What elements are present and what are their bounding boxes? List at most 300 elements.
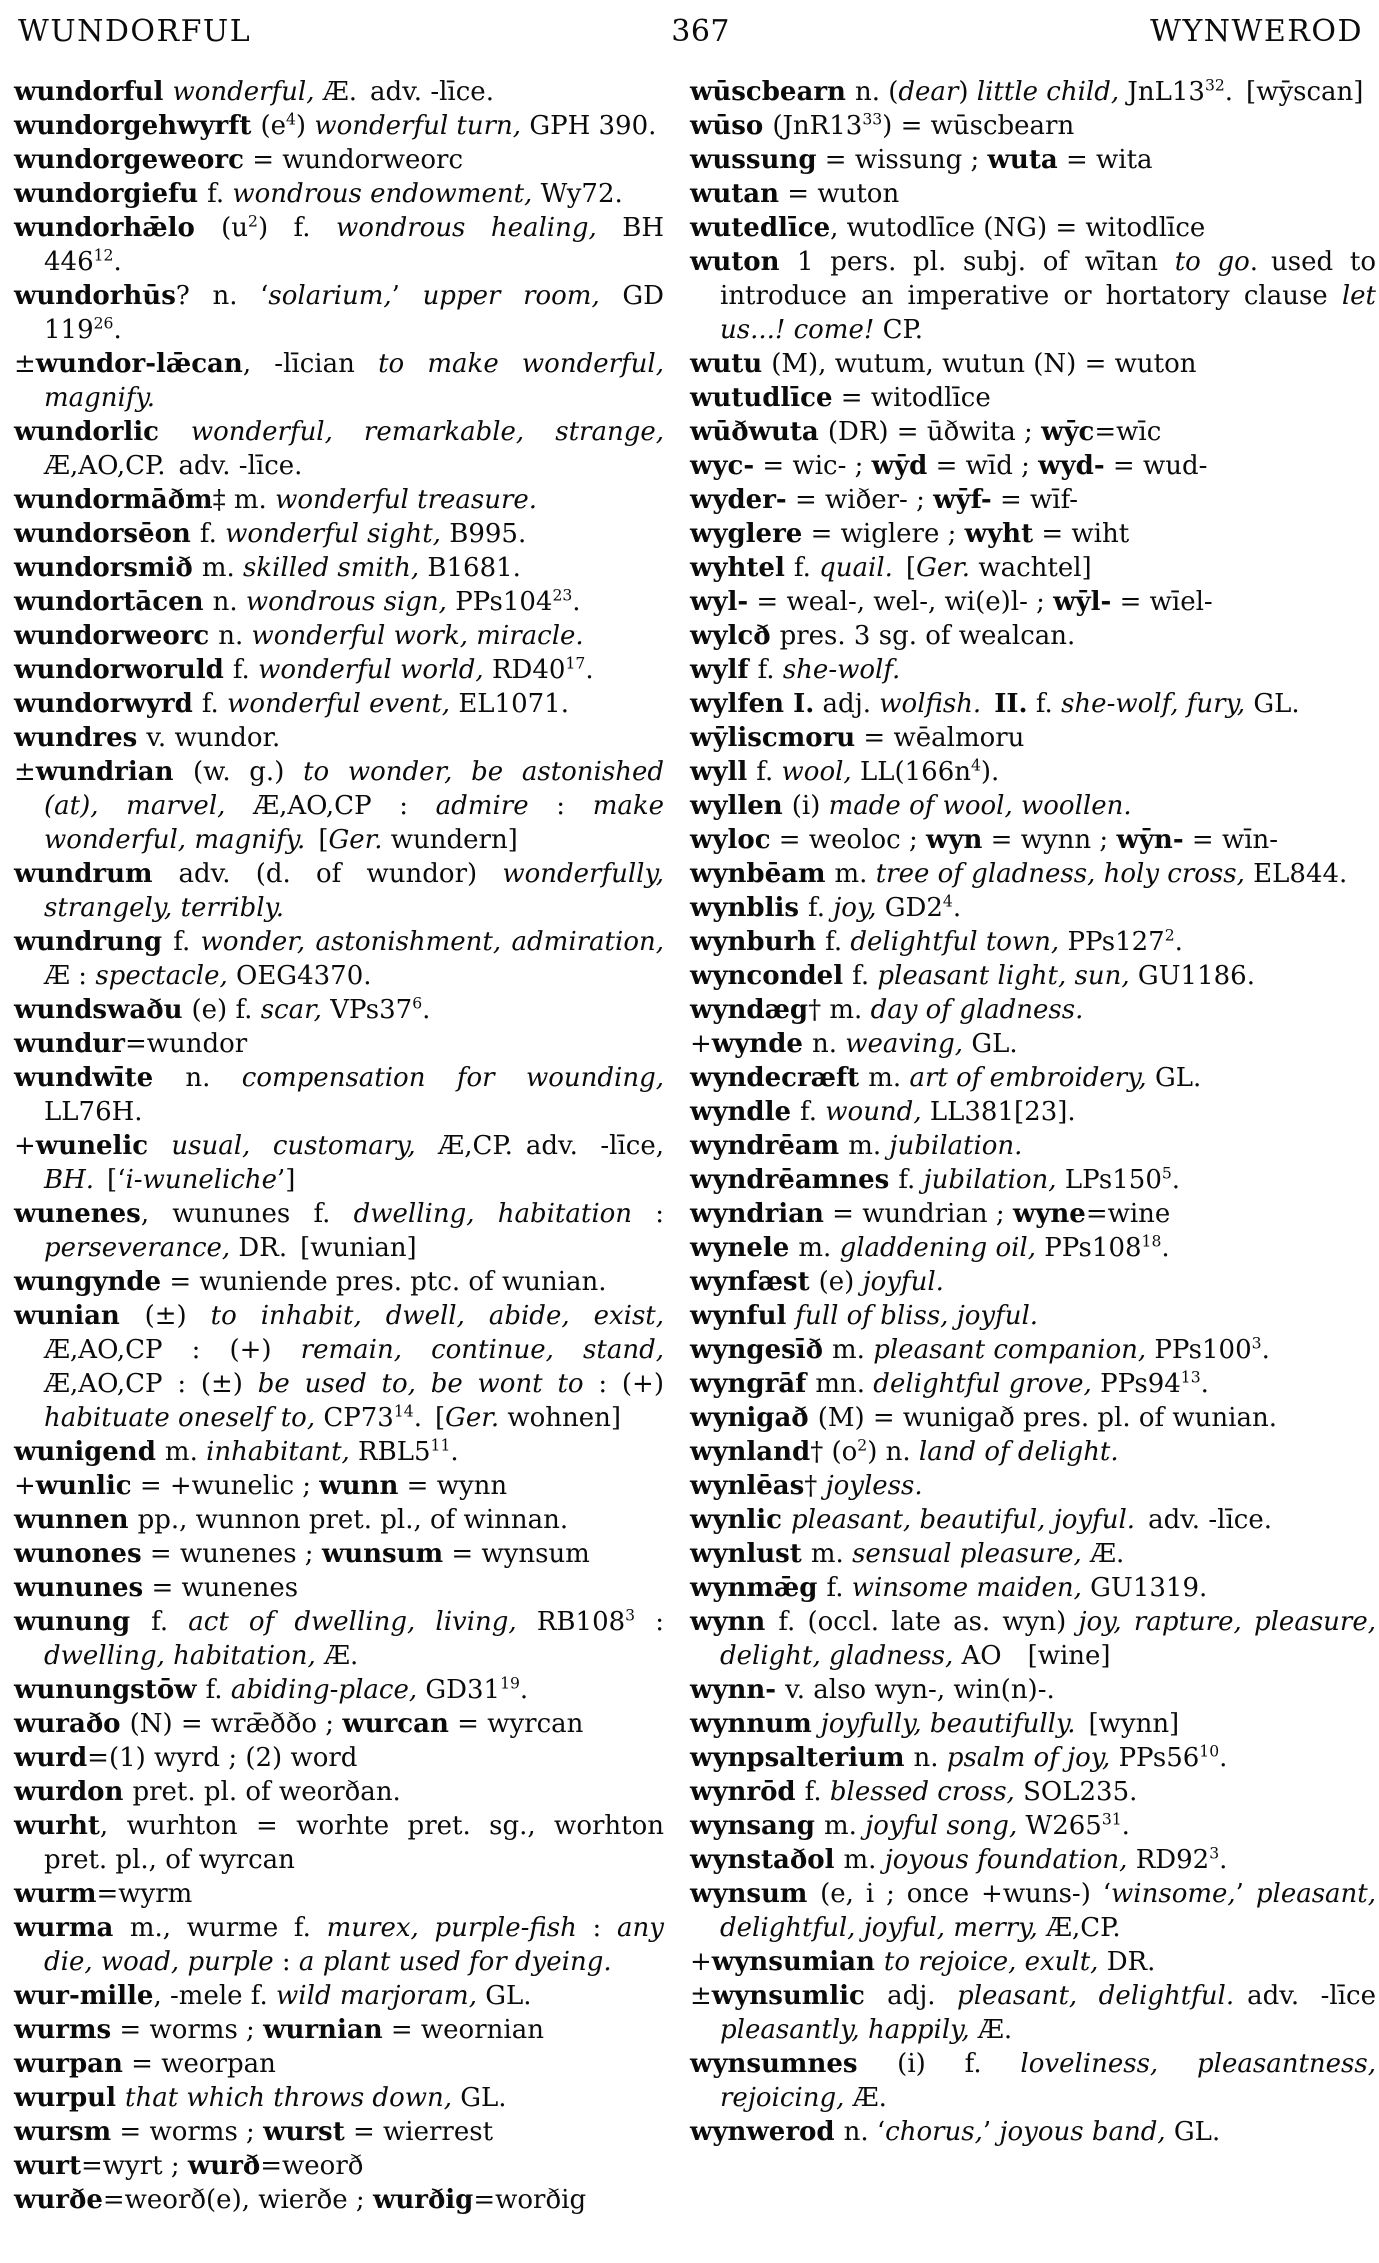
gloss: murex, purple-fish (326, 1913, 577, 1943)
dictionary-entry (14, 2149, 664, 2183)
dictionary-entry (690, 891, 1376, 925)
gloss: loveliness, pleasantness, rejoicing, (720, 2049, 1376, 2113)
headword: wundrung (14, 927, 174, 957)
entry-text: PPs94 (1100, 1369, 1181, 1399)
dictionary-entry (14, 1537, 664, 1571)
headword: wundorlic (14, 417, 191, 447)
entry-text: RBL5 (358, 1437, 431, 1467)
dictionary-entry (14, 415, 664, 483)
entry-text: (w. g.) (193, 757, 304, 787)
entry-text: . (1261, 1335, 1270, 1365)
entry-text: pres. 3 sg. of wealcan. (779, 621, 1076, 651)
entry-text: = wunenes ; (141, 1539, 322, 1569)
dictionary-entry (690, 347, 1376, 381)
headword: wynele (690, 1233, 799, 1263)
gloss: Ger. (445, 1403, 500, 1433)
dictionary-entry (690, 653, 1376, 687)
gloss: wonderful, (172, 77, 323, 107)
dictionary-entry (690, 2115, 1376, 2149)
dictionary-entry (690, 1809, 1376, 1843)
dictionary-entry (690, 1027, 1376, 1061)
dictionary-entry (14, 517, 664, 551)
headword: wungynde (14, 1267, 162, 1297)
gloss: that which throws down, (125, 2083, 461, 2113)
dictionary-entry (690, 1979, 1376, 2047)
headword: wundorful (14, 77, 173, 107)
entry-text: CP73 (315, 1403, 394, 1433)
entry-text: ) (295, 111, 315, 141)
entry-text: GL. (485, 1981, 532, 2011)
gloss: wonderful, remarkable, strange, (190, 417, 664, 447)
entry-text: . (1200, 1369, 1209, 1399)
entry-text: . (113, 247, 122, 277)
entry-text: GU1186. (1137, 961, 1255, 991)
entry-text: . (572, 587, 581, 617)
entry-text: . (1161, 1233, 1170, 1263)
entry-text: = worms ; (111, 2117, 264, 2147)
entry-text: f. (757, 655, 783, 685)
entry-text: =wundor (124, 1029, 248, 1059)
superscript-ref: 33 (862, 110, 883, 129)
headword: wūso (690, 111, 773, 141)
gloss: compensation for wounding, (241, 1063, 664, 1093)
gloss: solarium, (268, 281, 392, 311)
entry-text: f. (1027, 689, 1062, 719)
headword: wynburh (690, 927, 826, 957)
superscript-ref: 5 (1161, 1164, 1172, 1183)
gloss: pleasant companion, (873, 1335, 1155, 1365)
entry-text: LL(166n (859, 757, 971, 787)
entry-text: f. (151, 1607, 189, 1637)
superscript-ref: 3 (1209, 1844, 1220, 1863)
headword: wyllen (690, 791, 792, 821)
gloss: joyous foundation, (884, 1845, 1136, 1875)
headword: wūscbearn (690, 77, 855, 107)
page-number: 367 (671, 14, 731, 49)
headword: wunelic (35, 1131, 172, 1161)
dictionary-entry (690, 75, 1376, 109)
headword: wyhtel (690, 553, 794, 583)
headword: wynbēam (690, 859, 835, 889)
superscript-ref: 10 (1199, 1742, 1220, 1761)
entry-text: = wynn ; (982, 825, 1117, 855)
gloss: dear (898, 77, 959, 107)
superscript-ref: 4 (970, 756, 981, 775)
headword: wylcð (690, 621, 780, 651)
dictionary-entry (690, 1163, 1376, 1197)
dictionary-entry (14, 653, 664, 687)
dictionary-entry (14, 1911, 664, 1979)
dictionary-entry (690, 1741, 1376, 1775)
entry-text: GL. (971, 1029, 1018, 1059)
entry-text: ). (980, 757, 1000, 787)
headword: wutu (690, 349, 772, 379)
dictionary-entry (14, 721, 664, 755)
gloss: be used to, be wont to (257, 1369, 584, 1399)
entry-text: GPH 390. (529, 111, 657, 141)
entry-text: = wic- ; (754, 451, 872, 481)
entry-text: = wuniende pres. ptc. of wunian. (161, 1267, 607, 1297)
gloss: pleasant light, sun, (877, 961, 1138, 991)
dictionary-entry (690, 1231, 1376, 1265)
entry-text: AO [wine] (961, 1641, 1111, 1671)
headword: wundorsmið (14, 553, 202, 583)
entry-text: GD2 (884, 893, 943, 923)
headword: wundrum (14, 859, 179, 889)
gloss: BH. (44, 1165, 95, 1195)
entry-text: f. (201, 689, 228, 719)
headword: wyder- (690, 485, 787, 515)
dictionary-entry (690, 721, 1376, 755)
entry-text: † (o (810, 1437, 858, 1467)
entry-text: Æ,CP. adv. -līce, (438, 1131, 664, 1161)
dictionary-entry (690, 1945, 1376, 1979)
entry-text: = wīel- (1111, 587, 1213, 617)
gloss: wonderful work, miracle. (251, 621, 584, 651)
headword: wunones (14, 1539, 142, 1569)
header-right-catchword: WYNWEROD (1150, 14, 1363, 49)
entry-text: pp., wunnon pret. pl., of winnan. (137, 1505, 569, 1535)
headword: wynnum (690, 1709, 821, 1739)
entry-text: [wynn] (1075, 1709, 1180, 1739)
gloss: spectacle, (95, 961, 237, 991)
headword: wyne (1012, 1199, 1086, 1229)
headword: wynsumnes (690, 2049, 898, 2079)
headword: wynde (711, 1029, 812, 1059)
dictionary-entry (14, 1435, 664, 1469)
dictionary-entry (690, 755, 1376, 789)
superscript-ref: 18 (1141, 1232, 1162, 1251)
gloss: wonderful treasure. (275, 485, 538, 515)
headword: wunlic (35, 1471, 132, 1501)
entry-text: [ (305, 825, 329, 855)
dictionary-entry (14, 2183, 664, 2217)
gloss: made of wool, woollen. (828, 791, 1132, 821)
dictionary-entry (14, 1197, 664, 1265)
superscript-ref: 23 (552, 586, 573, 605)
entry-text: . used to introduce an imperative or hortatory clause (720, 247, 1376, 311)
headword: wyndæg (690, 995, 809, 1025)
entry-text: m. (810, 1539, 853, 1569)
gloss: wool, (781, 757, 860, 787)
gloss: wound, (825, 1097, 930, 1127)
entry-text: RB108 (536, 1607, 626, 1637)
dictionary-entry (690, 1673, 1376, 1707)
entry-text: = wynn (398, 1471, 508, 1501)
entry-text: , -līcian (242, 349, 379, 379)
entry-text: . (1219, 1845, 1228, 1875)
headword: wutedlīce (690, 213, 831, 243)
entry-text: m. (834, 859, 876, 889)
headword: II. (994, 689, 1028, 719)
entry-text: (M), wutum, wutun (N) = wuton (771, 349, 1197, 379)
entry-text: = wīd ; (927, 451, 1039, 481)
dictionary-entry (690, 1877, 1376, 1945)
entry-text: v. wundor. (146, 723, 281, 753)
dictionary-entry (690, 993, 1376, 1027)
superscript-ref: 19 (500, 1674, 520, 1693)
headword: wyc- (690, 451, 755, 481)
headword: wyncondel (690, 961, 853, 991)
gloss: wonderfully, strangely, terribly. (44, 859, 664, 923)
gloss: day of gladness. (870, 995, 1084, 1025)
entry-text: GL. (1154, 1063, 1202, 1093)
gloss: winsome maiden, (851, 1573, 1091, 1603)
entry-text: . (113, 315, 122, 345)
headword: wynn- (690, 1675, 786, 1705)
dictionary-entry (14, 1027, 664, 1061)
entry-text: RD92 (1135, 1845, 1210, 1875)
headword: wununes (14, 1573, 144, 1603)
headword: wūðwuta (690, 417, 828, 447)
headword: wȳl- (1053, 587, 1112, 617)
entry-text: LPs150 (1064, 1165, 1162, 1195)
entry-text: Æ. (324, 1641, 359, 1671)
dictionary-entry (14, 1265, 664, 1299)
gloss: jubilation, (923, 1165, 1065, 1195)
dictionary-entry (14, 1809, 664, 1877)
headword: wyndrian (690, 1199, 824, 1229)
entry-text: =weorð (260, 2151, 364, 2181)
superscript-ref: 26 (93, 314, 114, 333)
dictionary-entry (14, 2013, 664, 2047)
headword: wyht (964, 519, 1034, 549)
entry-text: Wy72. (540, 179, 623, 209)
headword: wynlust (690, 1539, 811, 1569)
entry-text: PPs127 (1067, 927, 1165, 957)
dictionary-entry (690, 789, 1376, 823)
entry-text: = wiht (1033, 519, 1130, 549)
entry-text: f. (232, 655, 259, 685)
entry-text: . (450, 1437, 459, 1467)
gloss: joyful. (862, 1267, 944, 1297)
dictionary-entry (14, 1129, 664, 1197)
entry-text: DR. [wunian] (238, 1233, 417, 1263)
dictionary-entry (690, 1401, 1376, 1435)
entry-text: = worms ; (111, 2015, 264, 2045)
headword: wynrōd (690, 1777, 805, 1807)
dictionary-entry (14, 347, 664, 415)
headword: wyngrāf (690, 1369, 816, 1399)
dictionary-entry (14, 1775, 664, 1809)
superscript-ref: 3 (625, 1606, 636, 1625)
gloss: weaving, (845, 1029, 972, 1059)
entry-text: GU1319. (1090, 1573, 1208, 1603)
gloss: scar, (260, 995, 331, 1025)
entry-text: VPs37 (330, 995, 413, 1025)
entry-text: PPs108 (1044, 1233, 1142, 1263)
entry-text: (JnR13 (772, 111, 863, 141)
entry-text: mn. (815, 1369, 874, 1399)
dictionary-entry (14, 551, 664, 585)
superscript-ref: 14 (393, 1402, 414, 1421)
right-column (690, 75, 1376, 2217)
entry-text: ) = wūscbearn (882, 111, 1075, 141)
gloss: chorus, (885, 2117, 983, 2147)
headword: wundur (14, 1029, 125, 1059)
entry-text: Æ,AO,CP. adv. -līce. (44, 451, 303, 481)
dictionary-entry (690, 1571, 1376, 1605)
headword: wundorhūs (14, 281, 176, 311)
left-column (14, 75, 664, 2217)
headword: wundor-lǣcan (35, 349, 243, 379)
entry-text: f. (826, 1573, 852, 1603)
entry-text: [‘ (94, 1165, 126, 1195)
headword: wylfen (690, 689, 794, 719)
dictionary-entry (690, 1367, 1376, 1401)
superscript-ref: 4 (286, 110, 296, 129)
dictionary-entry (690, 517, 1376, 551)
entry-text: Æ : (44, 961, 96, 991)
header-left-catchword: WUNDORFUL (18, 14, 252, 49)
dictionary-entry (690, 143, 1376, 177)
gloss: remain, continue, stand, (300, 1335, 664, 1365)
entry-text: =(1) wyrd ; (2) word (87, 1743, 358, 1773)
headword: wundorgehwyrft (14, 111, 261, 141)
gloss: she-wolf. (782, 655, 901, 685)
entry-text: = wyrcan (448, 1709, 584, 1739)
entry-text: f. (793, 553, 820, 583)
entry-text: GD31 (425, 1675, 501, 1705)
headword: wuta (987, 145, 1058, 175)
entry-text: adj. (887, 1981, 958, 2011)
entry-text: . (1219, 1743, 1228, 1773)
headword: wurht (14, 1811, 100, 1841)
headword: wursm (14, 2117, 112, 2147)
entry-text: ’ (1235, 1879, 1256, 1909)
entry-text: Æ. (852, 2083, 887, 2113)
dictionary-entry (690, 1299, 1376, 1333)
gloss: wonderful event, (227, 689, 459, 719)
entry-text: , wutodlīce (NG) = witodlīce (830, 213, 1206, 243)
dictionary-entry (690, 1503, 1376, 1537)
headword: wyll (690, 757, 757, 787)
dictionary-entry (14, 857, 664, 925)
gloss: full of bliss, joyful. (795, 1301, 1039, 1331)
dictionary-entry (690, 1435, 1376, 1469)
headword: wundorworuld (14, 655, 233, 685)
dictionary-entry (14, 1469, 664, 1503)
entry-text: : (273, 1947, 299, 1977)
headword: wunung (14, 1607, 152, 1637)
entry-text: (e) f. (191, 995, 261, 1025)
gloss: dwelling, habitation, (44, 1641, 324, 1671)
entry-text: n. (212, 587, 246, 617)
dictionary-entry (690, 1469, 1376, 1503)
entry-text: SOL235. (1023, 1777, 1138, 1807)
entry-text: ? n. ‘ (175, 281, 269, 311)
entry-text: + (690, 1947, 712, 1977)
gloss: make wonderful, magnify. (44, 791, 664, 855)
dictionary-entry (690, 1197, 1376, 1231)
entry-text: CP. (874, 315, 923, 345)
dictionary-entry (14, 279, 664, 347)
entry-text (981, 689, 994, 719)
entry-text: wachtel] (970, 553, 1092, 583)
entry-text: = wierrest (344, 2117, 494, 2147)
entry-text: m. (843, 1845, 885, 1875)
entry-text: + (14, 1131, 36, 1161)
superscript-ref: 31 (1101, 1810, 1122, 1829)
entry-text: m. (164, 1437, 207, 1467)
entry-text: † m. (808, 995, 871, 1025)
entry-text: n. (811, 1029, 846, 1059)
dictionary-entry (690, 483, 1376, 517)
superscript-ref: 3 (1251, 1334, 1262, 1353)
entry-text: : (+) (583, 1369, 664, 1399)
dictionary-entry (14, 211, 664, 279)
dictionary-entry (14, 755, 664, 857)
entry-text: = wita (1057, 145, 1153, 175)
superscript-ref: 6 (412, 994, 423, 1013)
dictionary-entry (14, 109, 664, 143)
entry-text: . (1121, 1811, 1130, 1841)
gloss: wolfish. (879, 689, 982, 719)
entry-text: (DR) = ūðwita ; (827, 417, 1042, 447)
gloss: pleasant, delightful, joyful, merry, (720, 1879, 1377, 1943)
superscript-ref: 12 (93, 246, 114, 265)
gloss: to wonder, be astonished (at), marvel, (44, 757, 664, 821)
entry-text: =wyrm (96, 1879, 193, 1909)
superscript-ref: 2 (1164, 926, 1175, 945)
gloss: joyfully, beautifully. (820, 1709, 1076, 1739)
dictionary-entry (14, 1741, 664, 1775)
entry-text: † (804, 1471, 826, 1501)
dictionary-entry (690, 1265, 1376, 1299)
dictionary-entry (14, 585, 664, 619)
gloss: joyless. (825, 1471, 923, 1501)
entry-text: . [ (413, 1403, 446, 1433)
entry-text: f. (800, 1097, 826, 1127)
headword: wurðe (14, 2185, 103, 2215)
entry-text: (e, i ; once +wuns-) ‘ (820, 1879, 1112, 1909)
entry-text: = weal-, wel-, wi(e)l- ; (748, 587, 1054, 617)
headword: wyd- (1038, 451, 1105, 481)
entry-text: Æ,AO,CP : (253, 791, 436, 821)
entry-text: = weornian (382, 2015, 544, 2045)
superscript-ref: 4 (942, 892, 953, 911)
entry-text: n. (218, 621, 252, 651)
dictionary-entry (14, 75, 664, 109)
entry-text: (e (260, 111, 286, 141)
dictionary-entry (14, 1061, 664, 1129)
entry-text: = wīn- (1183, 825, 1279, 855)
entry-text: 1 pers. pl. subj. of wītan (797, 247, 1175, 277)
headword: wurt (14, 2151, 81, 2181)
gloss: to go (1174, 247, 1250, 277)
gloss: psalm of joy, (946, 1743, 1119, 1773)
headword: wundortācen (14, 587, 213, 617)
dictionary-entry (690, 1129, 1376, 1163)
dictionary-columns (12, 55, 1377, 2217)
entry-text: EL844. (1253, 859, 1348, 889)
entry-text: . (422, 995, 431, 1025)
entry-text: f. (205, 1675, 231, 1705)
entry-text: m., wurme f. (129, 1913, 327, 1943)
entry-text: f. (898, 1165, 924, 1195)
superscript-ref: 32 (1204, 76, 1225, 95)
gloss: upper room, (422, 281, 623, 311)
dictionary-entry (14, 1605, 664, 1673)
entry-text: GL. (460, 2083, 507, 2113)
gloss: dwelling, habitation (353, 1199, 656, 1229)
dictionary-entry (690, 177, 1376, 211)
headword: wurms (14, 2015, 112, 2045)
entry-text: RD40 (491, 655, 566, 685)
entry-text: ) f. (257, 213, 336, 243)
headword: wȳc (1041, 417, 1095, 447)
entry-text: , wununes f. (140, 1199, 354, 1229)
